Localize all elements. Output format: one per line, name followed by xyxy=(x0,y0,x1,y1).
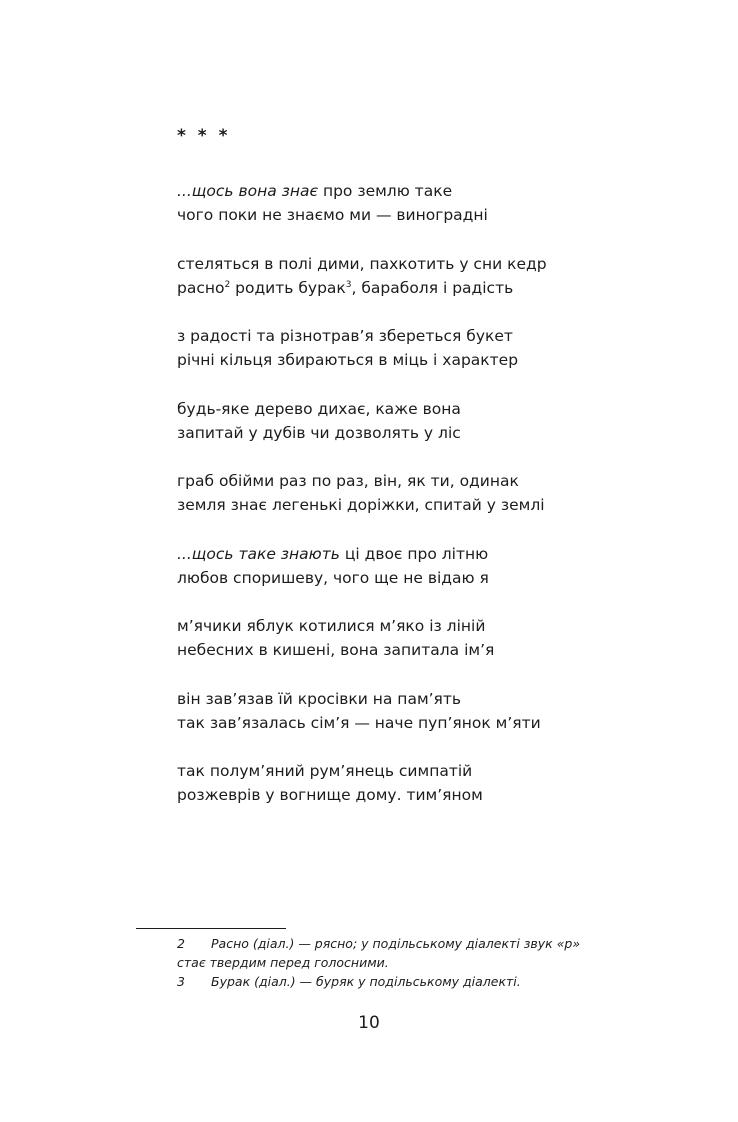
line-text: ці двоє про літню xyxy=(339,544,489,563)
poem-line: граб обійми раз по раз, він, як ти, одинак xyxy=(177,472,519,490)
footnote-divider xyxy=(136,928,286,929)
poem-line: з радості та різнотрав’я збереться букет xyxy=(177,327,513,345)
line-text: про землю таке xyxy=(318,182,453,200)
stanza xyxy=(177,397,657,445)
italic-phrase: ...щось вона знає xyxy=(177,182,319,200)
poem-line xyxy=(177,542,657,566)
stanza xyxy=(177,759,657,807)
italic-phrase: ...щось таке знають xyxy=(177,544,340,563)
footnote-number: 3 xyxy=(177,974,185,989)
poem-line: так зав’язалась сім’я — наче пуп’янок м’яти xyxy=(177,713,541,732)
footnote-number: 2 xyxy=(177,936,185,951)
footnote xyxy=(177,934,607,953)
stanza xyxy=(177,324,657,372)
poem-line: небесних в кишені, вона запитала ім’я xyxy=(177,641,495,659)
section-separator: * * * xyxy=(177,126,228,146)
poem-line xyxy=(177,179,657,203)
footnote-ref[interactable]: 3 xyxy=(345,279,352,290)
page-number: 10 xyxy=(358,1013,380,1033)
poem-line: чого поки не знаємо ми — виноградні xyxy=(177,206,488,224)
poem-line: будь-яке дерево дихає, каже вона xyxy=(177,399,461,418)
stanza xyxy=(177,179,657,227)
line-text: расно xyxy=(177,278,225,297)
footnote xyxy=(177,972,607,991)
poem-line: любов споришеву, чого ще не відаю я xyxy=(177,568,489,587)
footnote-text: Расно (діал.) — рясно; у подільському діалекті звук «р» xyxy=(211,936,581,951)
poem-line: річні кільця збираються в міць і характер xyxy=(177,351,519,369)
poem-line: він зав’язав їй кросівки на пам’ять xyxy=(177,689,462,708)
poem-line xyxy=(177,276,657,300)
stanza xyxy=(177,469,657,517)
poem-line: стеляться в полі дими, пахкотить у сни кедр xyxy=(177,254,547,273)
stanza xyxy=(177,252,657,300)
stanza xyxy=(177,542,657,590)
line-text: , бараболя і радість xyxy=(351,278,514,297)
poem-line: м’ячики яблук котилися м’яко із ліній xyxy=(177,617,486,635)
poem xyxy=(177,179,657,832)
footnote-ref[interactable]: 2 xyxy=(224,279,231,290)
line-text: родить бурак xyxy=(230,278,346,297)
stanza xyxy=(177,614,657,662)
poem-line: так полум’яний рум’янець симпатій xyxy=(177,762,473,780)
footnote-text: Бурак (діал.) — буряк у подільському діалекті. xyxy=(211,974,521,989)
footnotes xyxy=(177,934,607,991)
stanza xyxy=(177,687,657,735)
poem-line: запитай у дубів чи дозволять у ліс xyxy=(177,423,461,442)
poem-line: земля знає легенькі доріжки, спитай у землі xyxy=(177,496,545,514)
poem-line: розжеврів у вогнище дому. тим’яном xyxy=(177,786,483,804)
footnote-continuation: стає твердим перед голосними. xyxy=(177,955,389,970)
